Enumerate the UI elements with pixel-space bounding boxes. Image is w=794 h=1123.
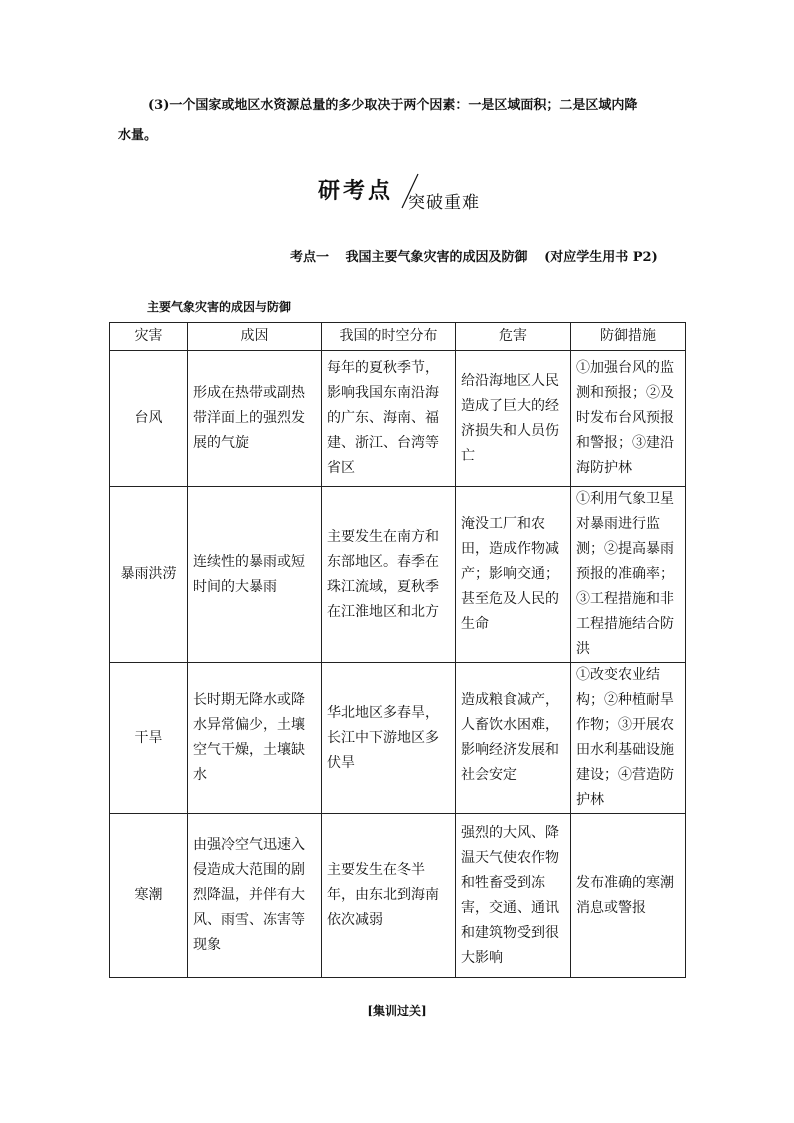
table-row [110,351,686,487]
kaodian-line [290,246,670,265]
cell-distribution: 华北地区多春旱，长江中下游地区多伏旱 [322,663,456,814]
intro-line-1: (3)一个国家或地区水资源总量的多少取决于两个因素：一是区域面积；二是区域内降 [148,98,638,113]
footer-label: [集训过关] [367,1004,427,1018]
kaodian-ref: (对应学生用书 P2) [544,250,658,265]
kaodian-title: 我国主要气象灾害的成因及防御 [345,250,528,265]
cell-cause: 由强冷空气迅速入侵造成大范围的剧烈降温，并伴有大风、雨雪、冻害等现象 [188,814,322,978]
cell-defense: ①加强台风的监测和预报；②及时发布台风预报和警报；③建沿海防护林 [571,351,686,487]
cell-harm: 给沿海地区人民造成了巨大的经济损失和人员伤亡 [456,351,571,487]
cell-harm: 强烈的大风、降温天气使农作物和牲畜受到冻害，交通、通讯和建筑物受到很大影响 [456,814,571,978]
header-cause: 成因 [188,323,322,351]
cell-cause: 连续性的暴雨或短时间的大暴雨 [188,487,322,663]
table-title: 主要气象灾害的成因与防御 [147,300,292,314]
cell-defense: ①利用气象卫星对暴雨进行监测；②提高暴雨预报的准确率；③工程措施和非工程措施结合防洪 [571,487,686,663]
cell-disaster-name: 寒潮 [110,814,188,978]
cell-defense: ①改变农业结构；②种植耐旱作物；③开展农田水利基础设施建设；④营造防护林 [571,663,686,814]
section-heading-bold: 研考点 [318,179,394,204]
table-row [110,487,686,663]
table-row [110,663,686,814]
intro-line-2: 水量。 [118,128,158,143]
table-header-row [110,323,686,351]
cell-harm: 淹没工厂和农田，造成作物减产；影响交通；甚至危及人民的生命 [456,487,571,663]
cell-cause: 长时期无降水或降水异常偏少，土壤空气干燥，土壤缺水 [188,663,322,814]
header-distribution: 我国的时空分布 [322,323,456,351]
cell-cause: 形成在热带或副热带洋面上的强烈发展的气旋 [188,351,322,487]
cell-distribution: 主要发生在冬半年，由东北到海南依次减弱 [322,814,456,978]
cell-disaster-name: 暴雨洪涝 [110,487,188,663]
header-harm: 危害 [456,323,571,351]
section-heading-light: 突破重难 [408,193,480,213]
cell-disaster-name: 干旱 [110,663,188,814]
cell-defense: 发布准确的寒潮消息或警报 [571,814,686,978]
section-heading [318,172,518,212]
disaster-table [109,322,686,978]
cell-harm: 造成粮食减产，人畜饮水困难，影响经济发展和社会安定 [456,663,571,814]
table-row [110,814,686,978]
kaodian-number: 考点一 [290,250,330,265]
header-defense: 防御措施 [571,323,686,351]
cell-distribution: 每年的夏秋季节，影响我国东南沿海的广东、海南、福建、浙江、台湾等省区 [322,351,456,487]
cell-disaster-name: 台风 [110,351,188,487]
cell-distribution: 主要发生在南方和东部地区。春季在珠江流域，夏秋季在江淮地区和北方 [322,487,456,663]
intro-paragraph [118,91,678,151]
header-disaster: 灾害 [110,323,188,351]
